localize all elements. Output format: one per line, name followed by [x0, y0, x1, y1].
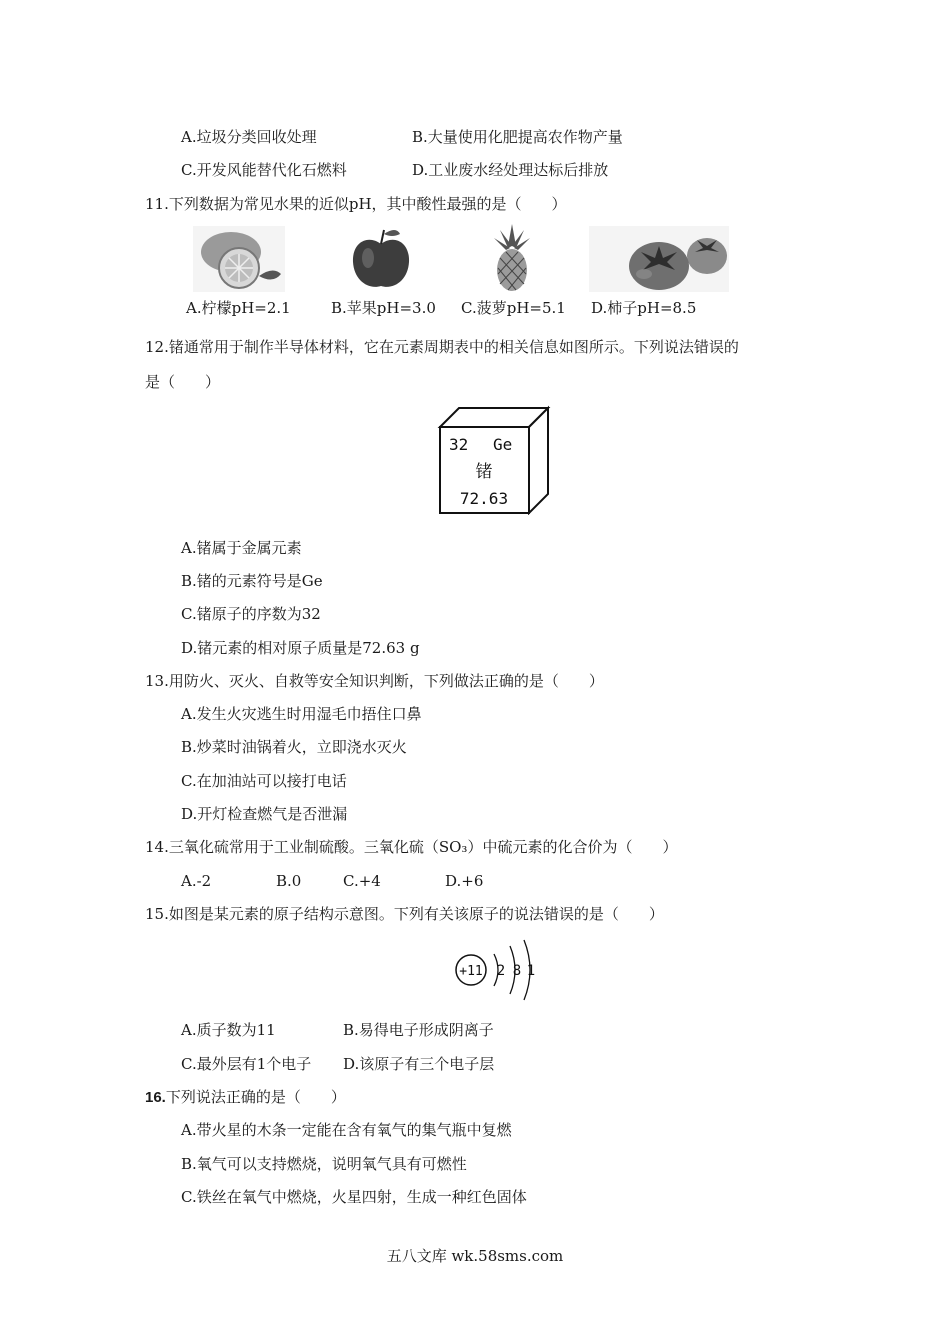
q16-number: 16. — [145, 1089, 166, 1106]
shell-2-electrons: 8 — [512, 963, 522, 979]
q13-option-a: A.发生火灾逃生时用湿毛巾捂住口鼻 — [181, 705, 422, 723]
q14-option-d: D.+6 — [445, 872, 484, 890]
q13-option-b: B.炒菜时油锅着火，立即浇水灭火 — [181, 738, 407, 756]
q16-option-b: B.氧气可以支持燃烧，说明氧气具有可燃性 — [181, 1155, 467, 1173]
q15-option-a: A.质子数为11 — [181, 1021, 276, 1039]
footer-watermark: 五八文库 wk.58sms.com — [386, 1247, 564, 1265]
persimmon-image — [589, 226, 729, 292]
shell-1-electrons: 2 — [496, 963, 506, 979]
q13-stem: 13.用防火、灭火、自救等安全知识判断，下列做法正确的是（ ） — [145, 672, 604, 690]
q11-option-d-label: D.柿子pH=8.5 — [591, 299, 697, 317]
q16-stem — [145, 1087, 346, 1108]
q16-stem-text: 下列说法正确的是（ ） — [165, 1088, 346, 1106]
q14-option-b: B.0 — [276, 872, 302, 890]
q16-option-a: A.带火星的木条一定能在含有氧气的集气瓶中复燃 — [181, 1121, 512, 1139]
q12-option-c: C.锗原子的序数为32 — [181, 605, 321, 623]
q14-option-c: C.+4 — [343, 872, 381, 890]
element-name: 锗 — [475, 462, 493, 482]
shell-3-electrons: 1 — [526, 963, 536, 979]
q10-option-a: A.垃圾分类回收处理 — [181, 128, 317, 146]
periodic-element-cell — [437, 405, 551, 515]
q12-option-d: D.锗元素的相对原子质量是72.63 g — [181, 639, 420, 657]
atomic-structure-diagram — [450, 936, 540, 1008]
apple-image — [348, 226, 414, 292]
q12-stem-line1: 12.锗通常用于制作半导体材料，它在元素周期表中的相关信息如图所示。下列说法错误的 — [145, 338, 739, 356]
q15-stem: 15.如图是某元素的原子结构示意图。下列有关该原子的说法错误的是（ ） — [145, 905, 664, 923]
pineapple-image — [490, 222, 534, 294]
lemon-image — [193, 226, 285, 292]
q12-option-a: A.锗属于金属元素 — [181, 539, 302, 557]
q11-option-b-label: B.苹果pH=3.0 — [331, 299, 436, 317]
element-atomic-number: 32 — [449, 435, 469, 454]
q14-stem: 14.三氧化硫常用于工业制硫酸。三氧化硫（SO₃）中硫元素的化合价为（ ） — [145, 838, 678, 856]
q15-option-c: C.最外层有1个电子 — [181, 1055, 312, 1073]
nucleus-charge: +11 — [459, 964, 483, 979]
q13-option-d: D.开灯检查燃气是否泄漏 — [181, 805, 348, 823]
q16-option-c: C.铁丝在氧气中燃烧，火星四射，生成一种红色固体 — [181, 1188, 527, 1206]
q11-option-a-label: A.柠檬pH=2.1 — [186, 299, 291, 317]
element-atomic-mass: 72.63 — [459, 489, 509, 508]
q13-option-c: C.在加油站可以接打电话 — [181, 772, 347, 790]
q10-option-b: B.大量使用化肥提高农作物产量 — [412, 128, 623, 146]
q10-option-d: D.工业废水经处理达标后排放 — [412, 161, 609, 179]
q15-option-d: D.该原子有三个电子层 — [343, 1055, 495, 1073]
q15-option-b: B.易得电子形成阴离子 — [343, 1021, 494, 1039]
q12-stem-line2: 是（ ） — [145, 373, 221, 391]
q10-option-c: C.开发风能替代化石燃料 — [181, 161, 347, 179]
q11-option-c-label: C.菠萝pH=5.1 — [461, 299, 566, 317]
q14-option-a: A.-2 — [181, 872, 212, 890]
q12-option-b: B.锗的元素符号是Ge — [181, 572, 323, 590]
element-symbol: Ge — [493, 435, 513, 454]
q11-stem: 11.下列数据为常见水果的近似pH，其中酸性最强的是（ ） — [145, 195, 567, 213]
